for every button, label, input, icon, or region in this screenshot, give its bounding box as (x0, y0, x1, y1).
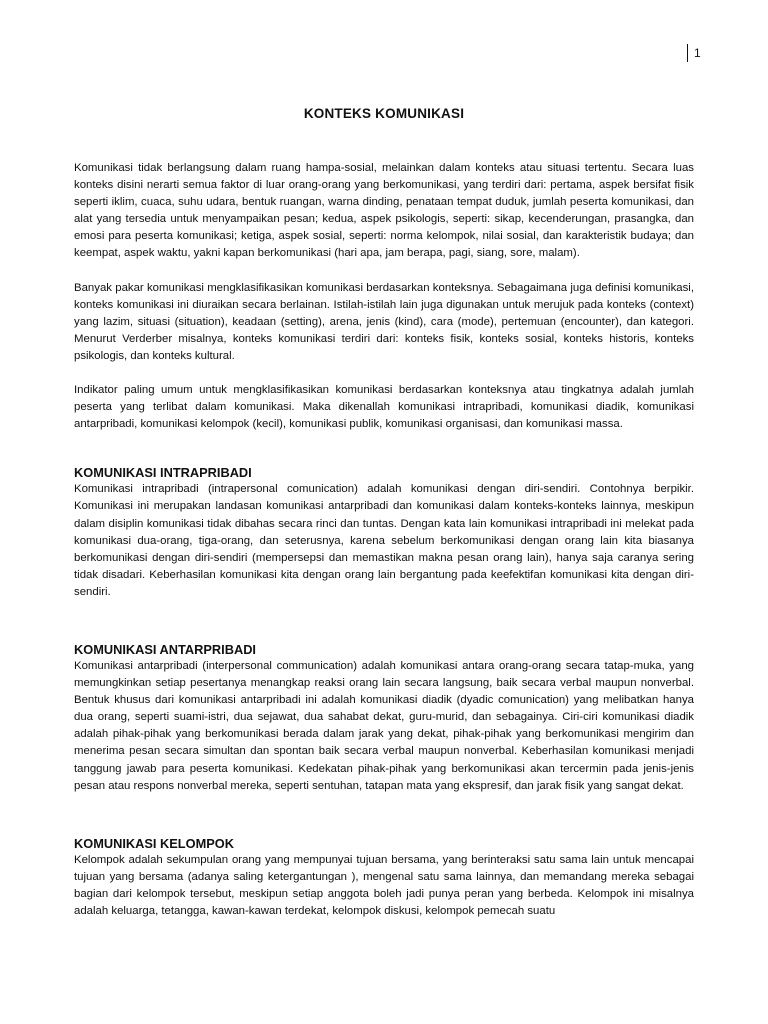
intro-paragraph-1: Komunikasi tidak berlangsung dalam ruang hampa-sosial, melainkan dalam konteks atau situasi tertentu. Secara luas konteks disini nerarti semua faktor di luar orang-orang yang berkomunikasi, yang terdiri dari: pertama, aspek bersifat fisik seperti iklim, cuaca, suhu udara, bentuk ruangan, warna dinding, penataan tempat duduk, jumlah peserta komunikasi, dan alat yang tersedia untuk menyampaikan pesan; kedua, aspek psikologis, seperti: sikap, kecenderungan, prasangka, dan emosi para peserta komunikasi; ketiga, aspek sosial, seperti: norma kelompok, nilai sosial, dan karakteristik budaya; dan keempat, aspek waktu, yakni kapan berkomunikasi (hari apa, jam berapa, pagi, siang, sore, malam). (74, 162, 694, 260)
document-title: KONTEKS KOMUNIKASI (303, 106, 465, 121)
page-number (687, 44, 701, 62)
section-body-antarpribadi: Komunikasi antarpribadi (interpersonal communication) adalah komunikasi antara orang-orang secara tatap-muka, yang memungkinkan setiap pesertanya menangkap reaksi orang lain secara langsung, baik secara verbal maupun nonverbal. Bentuk khusus dari komunikasi antarpribadi ini adalah komunikasi diadik (dyadic comunication) yang melibatkan hanya dua orang, seperti suami-istri, dua sejawat, dua sahabat dekat, guru-murid, dan sebagainya. Ciri-ciri komunikasi diadik adalah pihak-pihak yang berkomunikasi berada dalam jarak yang dekat, pihak-pihak yang berkomunikasi mengirim dan menerima pesan secara simultan dan spontan baik secara verbal maupun nonverbal. Keberhasilan komunikasi menjadi tanggung jawab para peserta komunikasi. Kedekatan pihak-pihak yang berkomunikasi akan tercermin pada jenis-jenis pesan atau respons nonverbal mereka, seperti sentuhan, tatapan mata yang ekspresif, dan jarak fisik yang sangat dekat. (74, 659, 694, 792)
page-number-text: 1 (694, 46, 701, 60)
intro-paragraph-3: Indikator paling umum untuk mengklasifikasikan komunikasi berdasarkan konteksnya atau tingkatnya adalah jumlah peserta yang terlibat dalam komunikasi. Maka dikenallah komunikasi intrapribadi, komunikasi diadik, komunikasi antarpribadi, komunikasi kelompok (kecil), komunikasi publik, komunikasi organisasi, dan komunikasi massa. (74, 384, 694, 431)
document-body (74, 160, 694, 920)
section-heading-antarpribadi: KOMUNIKASI ANTARPRIBADI (74, 641, 256, 657)
page-number-divider (687, 44, 688, 62)
section-heading-intrapribadi: KOMUNIKASI INTRAPRIBADI (74, 465, 252, 481)
intro-paragraph-2: Banyak pakar komunikasi mengklasifikasikan komunikasi berdasarkan konteksnya. Sebagaimana juga definisi komunikasi, konteks komunikasi ini diuraikan secara berlainan. Istilah-istilah lain juga digunakan untuk merujuk pada konteks (context) yang lazim, situasi (situation), keadaan (setting), arena, jenis (kind), cara (mode), pertemuan (encounter), dan kategori. Menurut Verderber misalnya, konteks komunikasi terdiri dari: konteks fisik, konteks sosial, konteks historis, konteks psikologis, dan konteks kultural. (74, 281, 694, 362)
section-body-kelompok: Kelompok adalah sekumpulan orang yang mempunyai tujuan bersama, yang berinteraksi satu sama lain untuk mencapai tujuan yang bersama (adanya saling ketergantungan ), mengenal satu sama lainnya, dan memandang mereka sebagai bagian dari kelompok tersebut, meskipun setiap anggota boleh jadi punya peran yang berbeda. Kelompok ini misalnya adalah keluarga, tetangga, kawan-kawan terdekat, kelompok diskusi, kelompok pemecah suatu (74, 853, 694, 917)
section-body-intrapribadi: Komunikasi intrapribadi (intrapersonal comunication) adalah komunikasi dengan diri-sendiri. Contohnya berpikir. Komunikasi ini merupakan landasan komunikasi antarpribadi dan komunikasi dalam konteks-konteks lainnya, meskipun dalam disiplin komunikasi tidak dibahas secara rinci dan tuntas. Dengan kata lain komunikasi intrapribadi ini melekat pada komunikasi dua-orang, tiga-orang, dan seterusnya, karena sebelum berkomunikasi dengan orang lain kita biasanya berkomunikasi dengan diri-sendiri (mempersepsi dan memastikan makna pesan orang lain), hanya saja caranya sering tidak disadari. Keberhasilan komunikasi kita dengan orang lain bergantung pada keefektifan komunikasi kita dengan diri-sendiri. (74, 483, 694, 598)
section-heading-kelompok: KOMUNIKASI KELOMPOK (74, 835, 234, 851)
